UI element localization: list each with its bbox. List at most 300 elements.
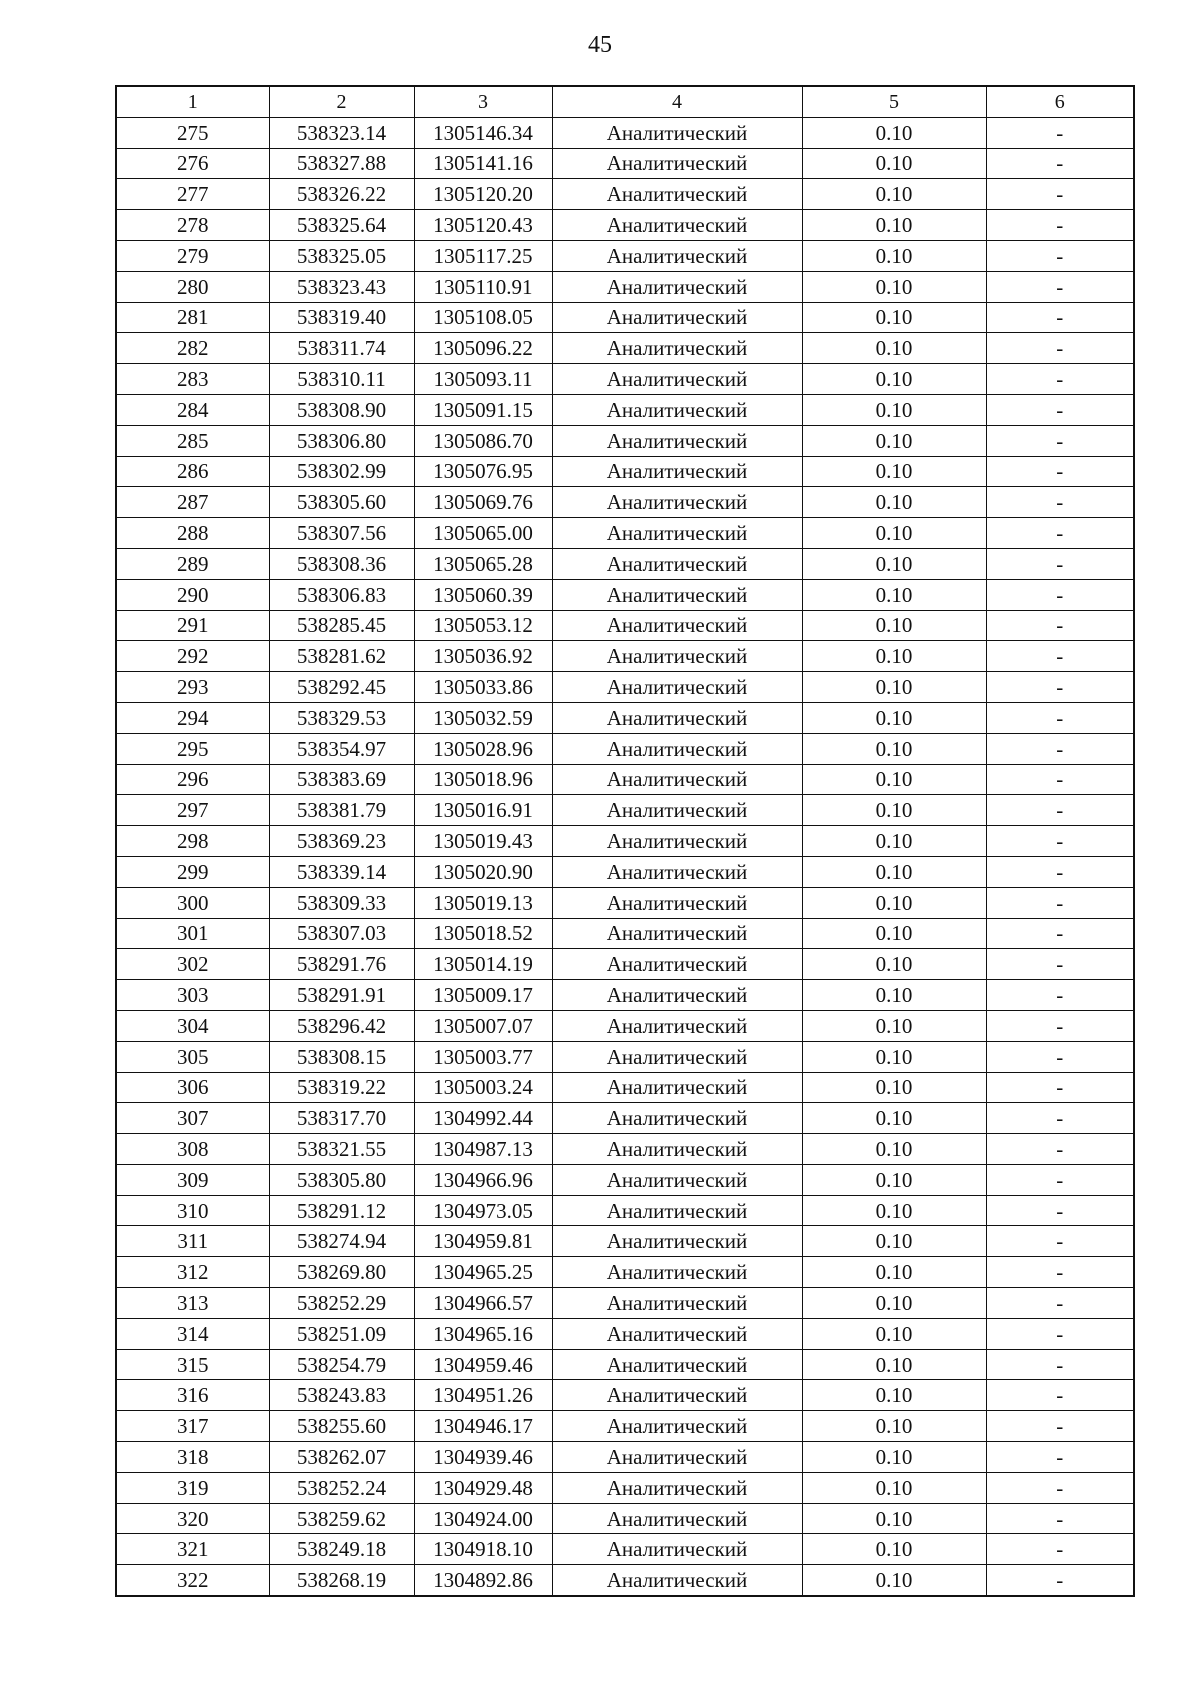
y-coordinate-cell: 1305093.11 <box>414 364 552 395</box>
note-cell: - <box>986 394 1134 425</box>
table-row <box>116 579 1134 610</box>
x-coordinate-cell: 538309.33 <box>269 887 414 918</box>
x-coordinate-cell: 538307.56 <box>269 518 414 549</box>
table-row <box>116 456 1134 487</box>
point-number-cell: 317 <box>116 1411 269 1442</box>
x-coordinate-cell: 538327.88 <box>269 148 414 179</box>
point-number-cell: 288 <box>116 518 269 549</box>
accuracy-cell: 0.10 <box>802 733 986 764</box>
point-number-cell: 315 <box>116 1349 269 1380</box>
y-coordinate-cell: 1304929.48 <box>414 1472 552 1503</box>
point-number-cell: 299 <box>116 856 269 887</box>
y-coordinate-cell: 1304966.57 <box>414 1288 552 1319</box>
method-cell: Аналитический <box>552 1534 802 1565</box>
y-coordinate-cell: 1304987.13 <box>414 1134 552 1165</box>
point-number-cell: 302 <box>116 949 269 980</box>
point-number-cell: 291 <box>116 610 269 641</box>
method-cell: Аналитический <box>552 364 802 395</box>
note-cell: - <box>986 1072 1134 1103</box>
accuracy-cell: 0.10 <box>802 148 986 179</box>
note-cell: - <box>986 1442 1134 1473</box>
x-coordinate-cell: 538302.99 <box>269 456 414 487</box>
x-coordinate-cell: 538262.07 <box>269 1442 414 1473</box>
table-row <box>116 333 1134 364</box>
accuracy-cell: 0.10 <box>802 487 986 518</box>
accuracy-cell: 0.10 <box>802 1380 986 1411</box>
y-coordinate-cell: 1305086.70 <box>414 425 552 456</box>
point-number-cell: 314 <box>116 1318 269 1349</box>
note-cell: - <box>986 240 1134 271</box>
method-cell: Аналитический <box>552 1442 802 1473</box>
x-coordinate-cell: 538281.62 <box>269 641 414 672</box>
method-cell: Аналитический <box>552 1411 802 1442</box>
x-coordinate-cell: 538296.42 <box>269 1010 414 1041</box>
accuracy-cell: 0.10 <box>802 1072 986 1103</box>
point-number-cell: 287 <box>116 487 269 518</box>
table-row <box>116 148 1134 179</box>
point-number-cell: 284 <box>116 394 269 425</box>
note-cell: - <box>986 610 1134 641</box>
x-coordinate-cell: 538381.79 <box>269 795 414 826</box>
table-row <box>116 1565 1134 1596</box>
page-number: 45 <box>588 32 612 58</box>
table-row <box>116 641 1134 672</box>
note-cell: - <box>986 1380 1134 1411</box>
note-cell: - <box>986 1134 1134 1165</box>
x-coordinate-cell: 538291.12 <box>269 1195 414 1226</box>
accuracy-cell: 0.10 <box>802 672 986 703</box>
table-row <box>116 1072 1134 1103</box>
point-number-cell: 279 <box>116 240 269 271</box>
note-cell: - <box>986 548 1134 579</box>
method-cell: Аналитический <box>552 394 802 425</box>
x-coordinate-cell: 538321.55 <box>269 1134 414 1165</box>
note-cell: - <box>986 1195 1134 1226</box>
accuracy-cell: 0.10 <box>802 1503 986 1534</box>
table-header-row <box>116 86 1134 117</box>
method-cell: Аналитический <box>552 1164 802 1195</box>
method-cell: Аналитический <box>552 949 802 980</box>
note-cell: - <box>986 302 1134 333</box>
y-coordinate-cell: 1305018.96 <box>414 764 552 795</box>
point-number-cell: 277 <box>116 179 269 210</box>
method-cell: Аналитический <box>552 795 802 826</box>
method-cell: Аналитический <box>552 1041 802 1072</box>
accuracy-cell: 0.10 <box>802 1103 986 1134</box>
accuracy-cell: 0.10 <box>802 456 986 487</box>
method-cell: Аналитический <box>552 1195 802 1226</box>
table-row <box>116 918 1134 949</box>
accuracy-cell: 0.10 <box>802 1288 986 1319</box>
y-coordinate-cell: 1304965.25 <box>414 1257 552 1288</box>
y-coordinate-cell: 1305065.28 <box>414 548 552 579</box>
point-number-cell: 320 <box>116 1503 269 1534</box>
point-number-cell: 275 <box>116 117 269 148</box>
x-coordinate-cell: 538269.80 <box>269 1257 414 1288</box>
point-number-cell: 321 <box>116 1534 269 1565</box>
y-coordinate-cell: 1305020.90 <box>414 856 552 887</box>
table-row <box>116 1134 1134 1165</box>
x-coordinate-cell: 538306.83 <box>269 579 414 610</box>
x-coordinate-cell: 538292.45 <box>269 672 414 703</box>
accuracy-cell: 0.10 <box>802 394 986 425</box>
note-cell: - <box>986 518 1134 549</box>
x-coordinate-cell: 538243.83 <box>269 1380 414 1411</box>
accuracy-cell: 0.10 <box>802 826 986 857</box>
method-cell: Аналитический <box>552 980 802 1011</box>
method-cell: Аналитический <box>552 1134 802 1165</box>
table-row <box>116 887 1134 918</box>
y-coordinate-cell: 1305141.16 <box>414 148 552 179</box>
accuracy-cell: 0.10 <box>802 271 986 302</box>
accuracy-cell: 0.10 <box>802 641 986 672</box>
note-cell: - <box>986 579 1134 610</box>
point-number-cell: 292 <box>116 641 269 672</box>
method-cell: Аналитический <box>552 702 802 733</box>
x-coordinate-cell: 538319.22 <box>269 1072 414 1103</box>
accuracy-cell: 0.10 <box>802 210 986 241</box>
point-number-cell: 308 <box>116 1134 269 1165</box>
accuracy-cell: 0.10 <box>802 1411 986 1442</box>
note-cell: - <box>986 1103 1134 1134</box>
y-coordinate-cell: 1304973.05 <box>414 1195 552 1226</box>
method-cell: Аналитический <box>552 579 802 610</box>
accuracy-cell: 0.10 <box>802 333 986 364</box>
x-coordinate-cell: 538305.60 <box>269 487 414 518</box>
method-cell: Аналитический <box>552 333 802 364</box>
table-row <box>116 271 1134 302</box>
x-coordinate-cell: 538319.40 <box>269 302 414 333</box>
table-row <box>116 1380 1134 1411</box>
note-cell: - <box>986 1472 1134 1503</box>
note-cell: - <box>986 333 1134 364</box>
accuracy-cell: 0.10 <box>802 980 986 1011</box>
point-number-cell: 282 <box>116 333 269 364</box>
table-row <box>116 702 1134 733</box>
note-cell: - <box>986 672 1134 703</box>
accuracy-cell: 0.10 <box>802 1164 986 1195</box>
note-cell: - <box>986 856 1134 887</box>
method-cell: Аналитический <box>552 1072 802 1103</box>
accuracy-cell: 0.10 <box>802 1534 986 1565</box>
accuracy-cell: 0.10 <box>802 425 986 456</box>
y-coordinate-cell: 1304959.46 <box>414 1349 552 1380</box>
point-number-cell: 307 <box>116 1103 269 1134</box>
table-row <box>116 1442 1134 1473</box>
table-row <box>116 1411 1134 1442</box>
note-cell: - <box>986 1565 1134 1596</box>
accuracy-cell: 0.10 <box>802 887 986 918</box>
x-coordinate-cell: 538326.22 <box>269 179 414 210</box>
y-coordinate-cell: 1305091.15 <box>414 394 552 425</box>
table-row <box>116 795 1134 826</box>
note-cell: - <box>986 1503 1134 1534</box>
table-row <box>116 1288 1134 1319</box>
table-row <box>116 487 1134 518</box>
accuracy-cell: 0.10 <box>802 1195 986 1226</box>
note-cell: - <box>986 949 1134 980</box>
table-row <box>116 1226 1134 1257</box>
method-cell: Аналитический <box>552 179 802 210</box>
point-number-cell: 294 <box>116 702 269 733</box>
point-number-cell: 305 <box>116 1041 269 1072</box>
method-cell: Аналитический <box>552 148 802 179</box>
point-number-cell: 313 <box>116 1288 269 1319</box>
table-row <box>116 1103 1134 1134</box>
x-coordinate-cell: 538339.14 <box>269 856 414 887</box>
point-number-cell: 322 <box>116 1565 269 1596</box>
method-cell: Аналитический <box>552 1349 802 1380</box>
note-cell: - <box>986 826 1134 857</box>
table-row <box>116 1534 1134 1565</box>
y-coordinate-cell: 1304965.16 <box>414 1318 552 1349</box>
point-number-cell: 319 <box>116 1472 269 1503</box>
y-coordinate-cell: 1305053.12 <box>414 610 552 641</box>
note-cell: - <box>986 887 1134 918</box>
note-cell: - <box>986 795 1134 826</box>
column-header: 6 <box>986 86 1134 117</box>
method-cell: Аналитический <box>552 1503 802 1534</box>
method-cell: Аналитический <box>552 1288 802 1319</box>
y-coordinate-cell: 1305096.22 <box>414 333 552 364</box>
y-coordinate-cell: 1304946.17 <box>414 1411 552 1442</box>
accuracy-cell: 0.10 <box>802 364 986 395</box>
note-cell: - <box>986 1010 1134 1041</box>
y-coordinate-cell: 1305065.00 <box>414 518 552 549</box>
note-cell: - <box>986 1349 1134 1380</box>
method-cell: Аналитический <box>552 764 802 795</box>
table-row <box>116 240 1134 271</box>
table-row <box>116 1472 1134 1503</box>
note-cell: - <box>986 1164 1134 1195</box>
table-row <box>116 610 1134 641</box>
accuracy-cell: 0.10 <box>802 1318 986 1349</box>
x-coordinate-cell: 538307.03 <box>269 918 414 949</box>
note-cell: - <box>986 117 1134 148</box>
x-coordinate-cell: 538306.80 <box>269 425 414 456</box>
x-coordinate-cell: 538323.43 <box>269 271 414 302</box>
column-header: 1 <box>116 86 269 117</box>
method-cell: Аналитический <box>552 240 802 271</box>
point-number-cell: 316 <box>116 1380 269 1411</box>
note-cell: - <box>986 980 1134 1011</box>
method-cell: Аналитический <box>552 641 802 672</box>
x-coordinate-cell: 538383.69 <box>269 764 414 795</box>
note-cell: - <box>986 1534 1134 1565</box>
accuracy-cell: 0.10 <box>802 240 986 271</box>
y-coordinate-cell: 1304918.10 <box>414 1534 552 1565</box>
x-coordinate-cell: 538323.14 <box>269 117 414 148</box>
y-coordinate-cell: 1305069.76 <box>414 487 552 518</box>
accuracy-cell: 0.10 <box>802 1442 986 1473</box>
x-coordinate-cell: 538311.74 <box>269 333 414 364</box>
table-row <box>116 394 1134 425</box>
point-number-cell: 280 <box>116 271 269 302</box>
method-cell: Аналитический <box>552 548 802 579</box>
note-cell: - <box>986 425 1134 456</box>
table-row <box>116 210 1134 241</box>
note-cell: - <box>986 1411 1134 1442</box>
accuracy-cell: 0.10 <box>802 1349 986 1380</box>
y-coordinate-cell: 1305120.20 <box>414 179 552 210</box>
note-cell: - <box>986 364 1134 395</box>
method-cell: Аналитический <box>552 1226 802 1257</box>
x-coordinate-cell: 538255.60 <box>269 1411 414 1442</box>
method-cell: Аналитический <box>552 518 802 549</box>
point-number-cell: 318 <box>116 1442 269 1473</box>
table-row <box>116 548 1134 579</box>
point-number-cell: 289 <box>116 548 269 579</box>
x-coordinate-cell: 538369.23 <box>269 826 414 857</box>
point-number-cell: 293 <box>116 672 269 703</box>
note-cell: - <box>986 641 1134 672</box>
point-number-cell: 304 <box>116 1010 269 1041</box>
table-row <box>116 672 1134 703</box>
point-number-cell: 298 <box>116 826 269 857</box>
table-row <box>116 826 1134 857</box>
y-coordinate-cell: 1305108.05 <box>414 302 552 333</box>
y-coordinate-cell: 1305076.95 <box>414 456 552 487</box>
note-cell: - <box>986 1226 1134 1257</box>
table-row <box>116 1318 1134 1349</box>
point-number-cell: 286 <box>116 456 269 487</box>
method-cell: Аналитический <box>552 456 802 487</box>
point-number-cell: 303 <box>116 980 269 1011</box>
note-cell: - <box>986 1041 1134 1072</box>
y-coordinate-cell: 1305007.07 <box>414 1010 552 1041</box>
y-coordinate-cell: 1305019.43 <box>414 826 552 857</box>
y-coordinate-cell: 1305009.17 <box>414 980 552 1011</box>
point-number-cell: 306 <box>116 1072 269 1103</box>
x-coordinate-cell: 538308.90 <box>269 394 414 425</box>
x-coordinate-cell: 538259.62 <box>269 1503 414 1534</box>
y-coordinate-cell: 1305014.19 <box>414 949 552 980</box>
table-row <box>116 1010 1134 1041</box>
method-cell: Аналитический <box>552 1565 802 1596</box>
column-header: 4 <box>552 86 802 117</box>
method-cell: Аналитический <box>552 918 802 949</box>
accuracy-cell: 0.10 <box>802 1472 986 1503</box>
method-cell: Аналитический <box>552 210 802 241</box>
point-number-cell: 276 <box>116 148 269 179</box>
column-header: 2 <box>269 86 414 117</box>
method-cell: Аналитический <box>552 672 802 703</box>
accuracy-cell: 0.10 <box>802 117 986 148</box>
table-row <box>116 518 1134 549</box>
method-cell: Аналитический <box>552 425 802 456</box>
note-cell: - <box>986 487 1134 518</box>
y-coordinate-cell: 1305018.52 <box>414 918 552 949</box>
point-number-cell: 295 <box>116 733 269 764</box>
point-number-cell: 296 <box>116 764 269 795</box>
table-row <box>116 733 1134 764</box>
table-row <box>116 364 1134 395</box>
accuracy-cell: 0.10 <box>802 1565 986 1596</box>
point-number-cell: 290 <box>116 579 269 610</box>
note-cell: - <box>986 179 1134 210</box>
point-number-cell: 311 <box>116 1226 269 1257</box>
y-coordinate-cell: 1305032.59 <box>414 702 552 733</box>
table-row <box>116 764 1134 795</box>
table-row <box>116 1195 1134 1226</box>
y-coordinate-cell: 1304951.26 <box>414 1380 552 1411</box>
x-coordinate-cell: 538317.70 <box>269 1103 414 1134</box>
y-coordinate-cell: 1304924.00 <box>414 1503 552 1534</box>
y-coordinate-cell: 1305110.91 <box>414 271 552 302</box>
method-cell: Аналитический <box>552 1010 802 1041</box>
x-coordinate-cell: 538308.15 <box>269 1041 414 1072</box>
x-coordinate-cell: 538329.53 <box>269 702 414 733</box>
column-header: 3 <box>414 86 552 117</box>
point-number-cell: 297 <box>116 795 269 826</box>
x-coordinate-cell: 538254.79 <box>269 1349 414 1380</box>
y-coordinate-cell: 1304959.81 <box>414 1226 552 1257</box>
x-coordinate-cell: 538285.45 <box>269 610 414 641</box>
point-number-cell: 285 <box>116 425 269 456</box>
y-coordinate-cell: 1305003.24 <box>414 1072 552 1103</box>
note-cell: - <box>986 702 1134 733</box>
method-cell: Аналитический <box>552 733 802 764</box>
table-row <box>116 1349 1134 1380</box>
y-coordinate-cell: 1305028.96 <box>414 733 552 764</box>
point-number-cell: 301 <box>116 918 269 949</box>
y-coordinate-cell: 1304892.86 <box>414 1565 552 1596</box>
accuracy-cell: 0.10 <box>802 1226 986 1257</box>
table-row <box>116 1257 1134 1288</box>
accuracy-cell: 0.10 <box>802 764 986 795</box>
y-coordinate-cell: 1304992.44 <box>414 1103 552 1134</box>
accuracy-cell: 0.10 <box>802 1257 986 1288</box>
method-cell: Аналитический <box>552 856 802 887</box>
x-coordinate-cell: 538249.18 <box>269 1534 414 1565</box>
method-cell: Аналитический <box>552 302 802 333</box>
y-coordinate-cell: 1305120.43 <box>414 210 552 241</box>
method-cell: Аналитический <box>552 887 802 918</box>
table-row <box>116 179 1134 210</box>
note-cell: - <box>986 148 1134 179</box>
table-row <box>116 1041 1134 1072</box>
accuracy-cell: 0.10 <box>802 856 986 887</box>
x-coordinate-cell: 538291.91 <box>269 980 414 1011</box>
coordinates-table-body <box>116 86 1134 1596</box>
y-coordinate-cell: 1305033.86 <box>414 672 552 703</box>
method-cell: Аналитический <box>552 1472 802 1503</box>
table-row <box>116 980 1134 1011</box>
method-cell: Аналитический <box>552 1318 802 1349</box>
x-coordinate-cell: 538305.80 <box>269 1164 414 1195</box>
method-cell: Аналитический <box>552 826 802 857</box>
accuracy-cell: 0.10 <box>802 548 986 579</box>
method-cell: Аналитический <box>552 117 802 148</box>
point-number-cell: 281 <box>116 302 269 333</box>
x-coordinate-cell: 538252.24 <box>269 1472 414 1503</box>
point-number-cell: 300 <box>116 887 269 918</box>
note-cell: - <box>986 918 1134 949</box>
x-coordinate-cell: 538251.09 <box>269 1318 414 1349</box>
table-row <box>116 1164 1134 1195</box>
x-coordinate-cell: 538310.11 <box>269 364 414 395</box>
x-coordinate-cell: 538325.64 <box>269 210 414 241</box>
method-cell: Аналитический <box>552 271 802 302</box>
note-cell: - <box>986 733 1134 764</box>
accuracy-cell: 0.10 <box>802 1010 986 1041</box>
x-coordinate-cell: 538291.76 <box>269 949 414 980</box>
y-coordinate-cell: 1305146.34 <box>414 117 552 148</box>
method-cell: Аналитический <box>552 487 802 518</box>
method-cell: Аналитический <box>552 1103 802 1134</box>
x-coordinate-cell: 538274.94 <box>269 1226 414 1257</box>
y-coordinate-cell: 1305003.77 <box>414 1041 552 1072</box>
